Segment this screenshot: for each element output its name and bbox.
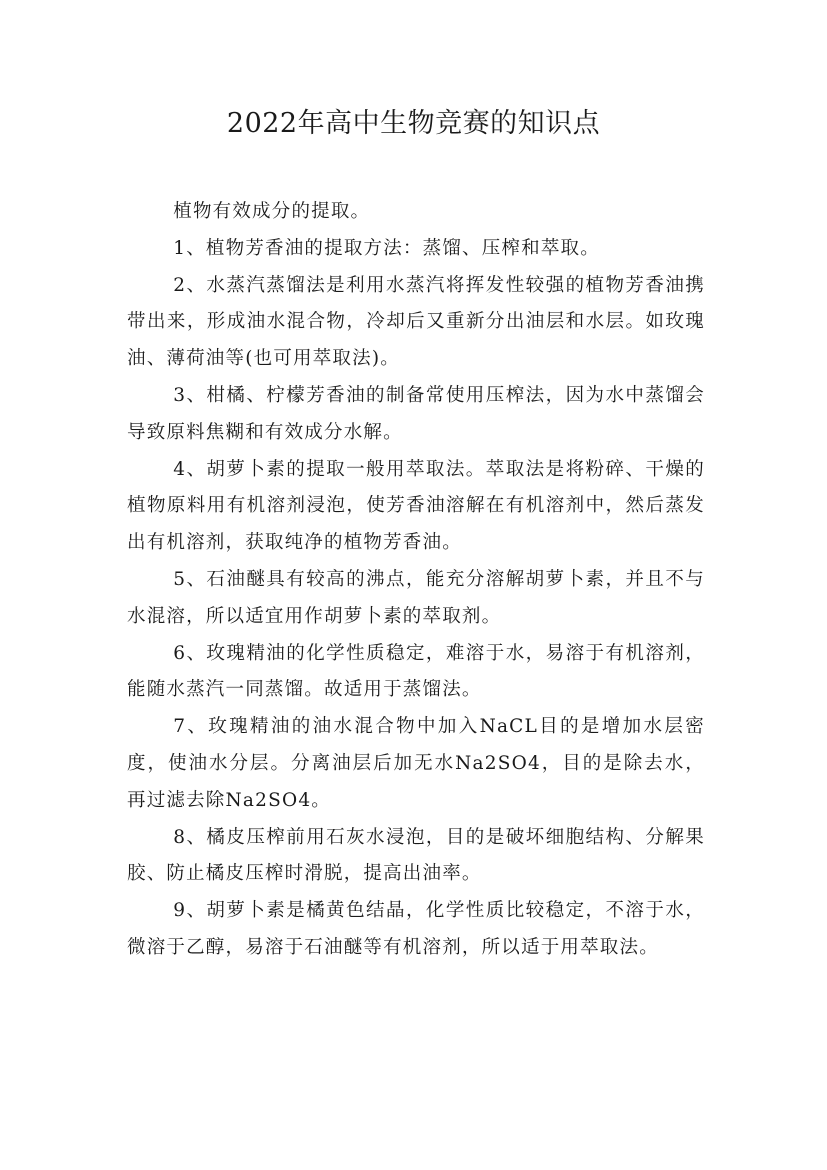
paragraph-3: 3、柑橘、柠檬芳香油的制备常使用压榨法，因为水中蒸馏会导致原料焦糊和有效成分水解。: [127, 384, 705, 443]
document-body: [127, 194, 705, 967]
paragraph-4: 4、胡萝卜素的提取一般用萃取法。萃取法是将粉碎、干燥的植物原料用有机溶剂浸泡，使芳香油溶解在有机溶剂中，然后蒸发出有机溶剂，获取纯净的植物芳香油。: [127, 458, 705, 554]
paragraph-5: 5、石油醚具有较高的沸点，能充分溶解胡萝卜素，并且不与水混溶，所以适宜用作胡萝卜素的萃取剂。: [127, 568, 705, 627]
paragraph-6: 6、玫瑰精油的化学性质稳定，难溶于水，易溶于有机溶剂，能随水蒸汽一同蒸馏。故适用于蒸馏法。: [127, 642, 705, 701]
document-title: 2022年高中生物竞赛的知识点: [226, 108, 601, 139]
paragraph-8: 8、橘皮压榨前用石灰水浸泡，目的是破坏细胞结构、分解果胶、防止橘皮压榨时滑脱，提高出油率。: [127, 826, 705, 885]
paragraph-1: 1、植物芳香油的提取方法：蒸馏、压榨和萃取。: [173, 237, 600, 259]
paragraph-9: 9、胡萝卜素是橘黄色结晶，化学性质比较稳定，不溶于水，微溶于乙醇，易溶于石油醚等有机溶剂，所以适于用萃取法。: [127, 900, 705, 958]
paragraph-2: 2、水蒸汽蒸馏法是利用水蒸汽将挥发性较强的植物芳香油携带出来，形成油水混合物，冷却后又重新分出油层和水层。如玫瑰油、薄荷油等(也可用萃取法)。: [127, 274, 705, 370]
paragraph-7: 7、玫瑰精油的油水混合物中加入NaCL目的是增加水层密度，使油水分层。分离油层后加无水Na2SO4，目的是除去水，再过滤去除Na2SO4。: [127, 716, 705, 811]
paragraph-intro: 植物有效成分的提取。: [173, 201, 371, 222]
